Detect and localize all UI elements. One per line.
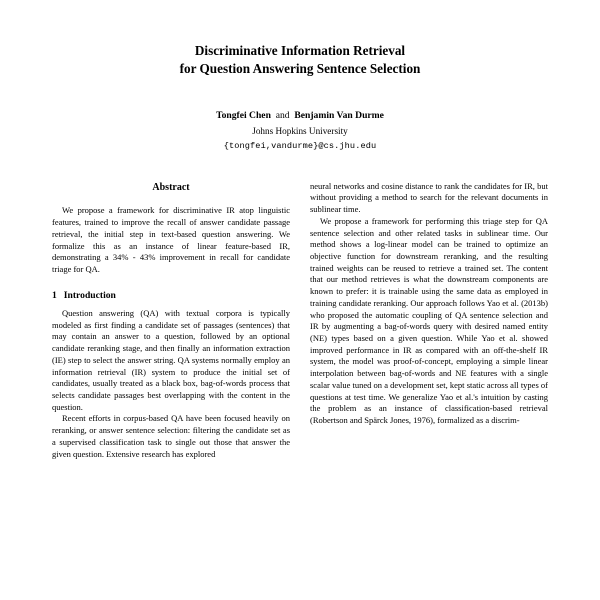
author-name-1: Tongfei Chen — [216, 109, 271, 121]
contact-email — [52, 140, 548, 151]
abstract-heading: Abstract — [152, 181, 190, 193]
abstract-paragraph: We propose a framework for discriminative IR atop linguistic features, trained to improve the recall of answer candidate passage retrieval, the initial step in text-based question answering. We formalize this as an instance of linear feature-based IR, demonstrating a 34% - 43% improvement in recall for candidate triage for QA. — [52, 205, 290, 275]
right-column — [310, 181, 548, 461]
intro-paragraph-2: Recent efforts in corpus-based QA have been focused heavily on reranking, or answer sentence selection: filtering the candidate set as a supervised classification task to single out those that answer the given question. Extensive research has explored — [52, 413, 290, 459]
author-name-2: Benjamin Van Durme — [294, 109, 384, 121]
author-list — [52, 110, 548, 121]
section-title: Introduction — [63, 289, 116, 301]
right-paragraph-1: neural networks and cosine distance to rank the candidates for IR, but without providing a method to search for the relevant documents in sublinear time. — [310, 180, 548, 215]
title-line-2: for Question Answering Sentence Selection — [179, 60, 421, 76]
body-columns — [52, 181, 548, 461]
email-text: {tongfei,vandurme}@cs.jhu.edu — [223, 140, 377, 151]
page-title — [52, 42, 548, 78]
author-conjunction: and — [275, 109, 290, 121]
affiliation: Johns Hopkins University — [252, 125, 348, 136]
intro-paragraph-1: Question answering (QA) with textual corpora is typically modeled as first finding a candidate set of passages (sentences) that may contain an answer to a question, followed by an optional candidate reranking stage, and then finally an information extraction (IE) step to select the answer string. QA systems normally employ an information retrieval (IR) system to produce the initial set of candidates, usually treated as a black box, bag-of-words process that selects candidate passages best overlapping with the content in the question. — [52, 307, 290, 412]
title-line-1: Discriminative Information Retrieval — [194, 43, 406, 58]
right-paragraph-2: We propose a framework for performing this triage step for QA sentence selection and other related tasks in sublinear time. Our method shows a log-linear model can be trained to optimize an objective function for downstream reranking, and the resulting trained weights can be reused to retrieve a trained set. The content that our method retrieves is what the downstream components are known to prefer: it is trainable using the same data as employed in training candidate reranking. Our approach follows Yao et al. (2013b) who proposed the automatic coupling of QA sentence selection and IR by augmenting a bag-of-words query with desired named entity (NE) types based on a given question. While Yao et al. showed improved performance in IR as compared with an off-the-shelf IR system, the model was proof-of-concept, employing a simple linear interpolation between bag-of-words and NE features with a single scalar value tuned on a development set, kept static across all types of questions at test time. We generalize Yao et al.'s intuition by casting the problem as an instance of classification-based retrieval (Robertson and Spärck Jones, 1976), formalized as a discrim- — [310, 215, 548, 425]
section-heading-introduction — [52, 289, 290, 302]
left-column — [52, 181, 290, 461]
section-number: 1 — [52, 289, 57, 301]
